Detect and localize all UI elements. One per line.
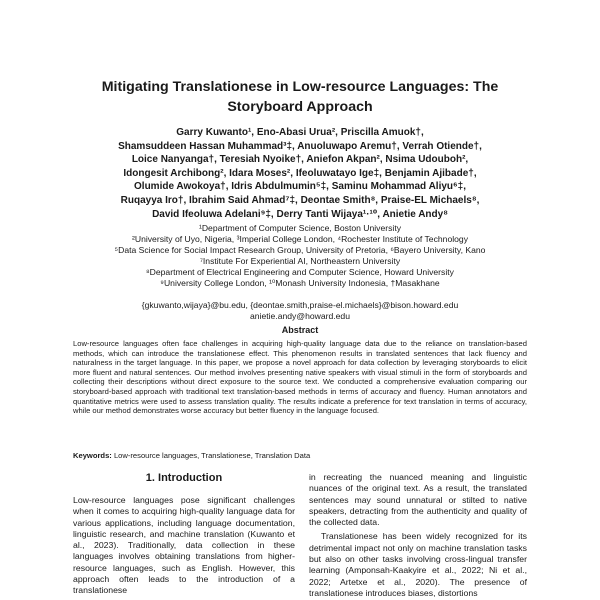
affiliation-line: ⁵Data Science for Social Impact Research Group, University of Pretoria, ⁶Bayero University, Kano [114, 245, 486, 256]
keywords-text: Low-resource languages, Translationese, Translation Data [111, 451, 311, 460]
title-line: Mitigating Translationese in Low-resource Languages: The [101, 79, 499, 95]
author-list [55, 126, 545, 221]
left-column [73, 495, 295, 600]
author-line: Olumide Awokoya†, Idris Abdulmumin⁵‡, Saminu Mohammad Aliyu⁶‡, [134, 181, 466, 193]
abstract-heading: Abstract [281, 325, 319, 335]
affiliation-line: ⁹University College London, ¹⁰Monash University Indonesia, †Masakhane [160, 278, 440, 289]
contact-emails [55, 300, 545, 323]
affiliation-line: ⁸Department of Electrical Engineering and Computer Science, Howard University [146, 267, 454, 278]
keywords [73, 451, 527, 460]
body-paragraph: Translationese has been widely recognized for its detrimental impact not only on machine translation tasks but also on other tasks involving cross-lingual transfer learning (Amponsah-Kaakyire et al., 2022; Ni et al., 2022; Artetxe et al., 2020). The presence of translationese introduces biases, distortions [309, 531, 527, 598]
author-line: Loice Nanyanga†, Teresiah Nyoike†, Aniefon Akpan², Nsima Udouboh², [131, 154, 469, 166]
author-line: David Ifeoluwa Adelani⁹‡, Derry Tanti Wijaya¹·¹⁰, Anietie Andy⁸ [152, 208, 448, 220]
affiliation-line: ¹Department of Computer Science, Boston University [198, 223, 402, 233]
author-line: Idongesit Archibong², Idara Moses², Ifeoluwatayo Ige‡, Benjamin Ajibade†, [123, 167, 477, 179]
right-column [309, 472, 527, 600]
abstract-text: Low-resource languages often face challenges in acquiring high-quality language data due to the reliance on translation-based methods, which can introduce the translationese effect. This phenomenon results in translated sentences that lack fluency and naturalness in the target language. In this paper, we propose a novel approach for data collection by leveraging storyboards to elicit more fluent and natural sentences. Our method involves presenting native speakers with visual stimuli in the form of storyboards and collecting their descriptions without direct exposure to the source text. We conducted a comprehensive evaluation comparing our storyboard-based approach with traditional text translation-based methods in terms of accuracy and fluency. Human annotators and quantitative metrics were used to assess translation quality. The results indicate a preference for text translation in terms of accuracy, while our method demonstrates worse accuracy but better fluency in the language focused. [73, 339, 527, 416]
author-line: Shamsuddeen Hassan Muhammad³‡, Anuoluwapo Aremu†, Verrah Otiende†, [118, 140, 482, 152]
author-line: Ruqayya Iro†, Ibrahim Said Ahmad⁷‡, Deontae Smith⁸, Praise-EL Michaels⁸, [120, 194, 480, 206]
section-heading: 1. Introduction [145, 472, 223, 484]
affiliation-line: ⁷Institute For Experiential AI, Northeastern University [199, 256, 401, 267]
author-line: Garry Kuwanto¹, Eno-Abasi Urua², Priscilla Amuok†, [176, 127, 424, 138]
title-line: Storyboard Approach [227, 99, 373, 115]
body-paragraph: in recreating the nuanced meaning and linguistic nuances of the original text. As a result, the translated sentences may sound unnatural or stilted to native speakers, detracting from the authenticity and quality of the collected data. [309, 472, 527, 528]
email-line: {gkuwanto,wijaya}@bu.edu, {deontae.smith,praise-el.michaels}@bison.howard.edu [141, 300, 459, 310]
intro-paragraph: Low-resource languages pose significant challenges when it comes to acquiring high-quality language data for various applications, including language documentation, linguistic research, and machine translation (Kuwanto et al., 2023). Traditionally, data collection in these languages involves obtaining translations from higher-resource languages, such as English. However, this approach often leads to the introduction of a translationese [73, 495, 295, 596]
email-line: anietie.andy@howard.edu [250, 311, 350, 322]
affiliations [55, 223, 545, 290]
affiliation-line: ²University of Uyo, Nigeria, ³Imperial College London, ⁴Rochester Institute of Technology [132, 234, 468, 245]
paper-title [60, 77, 540, 117]
keywords-label: Keywords: [73, 451, 112, 460]
